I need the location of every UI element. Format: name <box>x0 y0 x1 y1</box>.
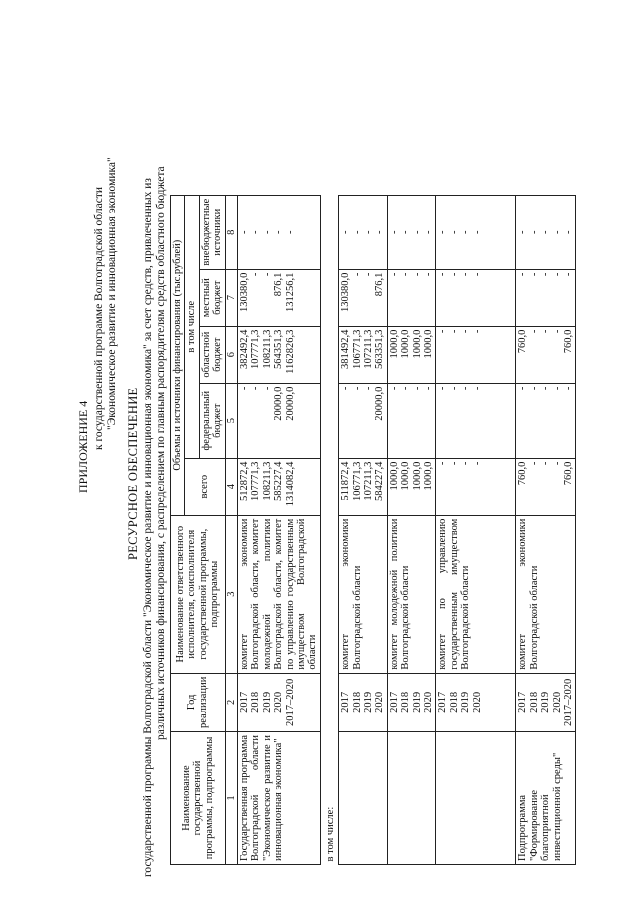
years-value: 2020 <box>273 691 285 713</box>
column-number: 6 <box>225 326 237 383</box>
extra-value: - <box>250 230 262 234</box>
local-value: 131256,1 <box>284 272 296 313</box>
column-number: 1 <box>225 732 237 865</box>
total-value: - <box>437 461 449 466</box>
years-value: 2018 <box>528 691 540 713</box>
years-value: 2018 <box>448 691 460 713</box>
years-value: 2017 <box>517 691 529 713</box>
extra-value: - <box>374 230 386 234</box>
local-value: - <box>562 272 574 277</box>
local-cell <box>387 269 436 326</box>
regional-value: - <box>471 329 483 334</box>
federal-value: - <box>411 386 423 391</box>
regional-value: - <box>437 329 449 334</box>
federal-value: - <box>340 386 352 391</box>
local-value: - <box>437 272 449 277</box>
document-title: РЕСУРСНОЕ ОБЕСПЕЧЕНИЕ <box>126 387 140 560</box>
local-value: 876,1 <box>273 272 285 297</box>
regional-cell <box>339 326 388 383</box>
years-cell <box>238 673 321 731</box>
total-value: 511872,4 <box>340 461 352 501</box>
regional-cell <box>436 326 516 383</box>
extra-value: - <box>562 230 574 234</box>
local-value: - <box>400 272 412 277</box>
years-value: 2017 <box>340 691 352 713</box>
years-value: 2017 <box>437 691 449 713</box>
regional-value: 760,0 <box>517 329 529 354</box>
appendix-reference-line-2: "Экономическое развитие и инновационная экономика" <box>106 157 118 430</box>
column-number: 7 <box>225 269 237 326</box>
extra-value: - <box>363 230 375 234</box>
total-value: 1314082,4 <box>284 461 296 507</box>
federal-cell <box>238 383 321 458</box>
local-value: - <box>351 272 363 277</box>
federal-value: - <box>400 386 412 391</box>
extra-value: - <box>540 230 552 234</box>
total-value: 1000,0 <box>388 461 400 491</box>
total-cell <box>339 458 388 515</box>
local-value: - <box>551 272 563 277</box>
local-value: 130380,0 <box>239 272 251 313</box>
extra-value: - <box>517 230 529 234</box>
total-value: - <box>528 461 540 466</box>
extra-value: - <box>437 230 449 234</box>
column-number: 2 <box>225 673 237 731</box>
federal-value: - <box>448 386 460 391</box>
header-local: местный бюджет <box>199 269 225 326</box>
federal-cell <box>339 383 388 458</box>
total-value: - <box>540 461 552 466</box>
extra-value: - <box>340 230 352 234</box>
local-value: - <box>388 272 400 277</box>
extra-cell <box>516 195 576 269</box>
regional-value: 1000,0 <box>400 329 412 359</box>
header-program-name: Наименование государственной программы, подпрограммы <box>171 732 226 865</box>
executor-cell: комитет экономики Волгоградской области <box>339 515 388 673</box>
federal-value: - <box>517 386 529 391</box>
total-cell <box>436 458 516 515</box>
years-value: 2019 <box>411 691 423 713</box>
document-subtitle-line-1: государственной программы Волгоградской области "Экономическое развитие и инновационная экономика" за счет средств, привлеченных из <box>142 178 154 877</box>
local-value: 130380,0 <box>340 272 352 313</box>
regional-value: - <box>528 329 540 334</box>
local-value: - <box>261 272 273 277</box>
extra-value: - <box>471 230 483 234</box>
years-value: 2017 <box>239 691 251 713</box>
extra-value: - <box>448 230 460 234</box>
federal-value: - <box>250 386 262 391</box>
extra-cell <box>436 195 516 269</box>
extra-cell <box>387 195 436 269</box>
federal-value: - <box>239 386 251 391</box>
regional-value: 1000,0 <box>423 329 435 359</box>
total-value: 107211,3 <box>363 461 375 501</box>
column-number: 5 <box>225 383 237 458</box>
extra-value: - <box>400 230 412 234</box>
extra-value: - <box>273 230 285 234</box>
local-value: - <box>528 272 540 277</box>
extra-value: - <box>284 230 296 234</box>
federal-value: 20000,0 <box>284 386 296 421</box>
extra-cell <box>238 195 321 269</box>
total-value: 585227,4 <box>273 461 285 502</box>
federal-value: - <box>562 386 574 391</box>
header-extrabudget: внебюджетные источники <box>199 195 225 269</box>
local-value: - <box>448 272 460 277</box>
years-cell <box>339 673 388 731</box>
years-value: 2020 <box>551 691 563 713</box>
years-value: 2018 <box>400 691 412 713</box>
table-row <box>436 195 516 864</box>
regional-value: 107211,3 <box>363 329 375 369</box>
local-value: - <box>517 272 529 277</box>
appendix-reference-line-1: к государственной программе Волгоградской области <box>93 187 105 450</box>
years-cell <box>387 673 436 731</box>
program-name-cell: Государственная программа Волгоградской области "Экономическое развитие и инновационная экономика" <box>238 732 321 865</box>
regional-value: - <box>540 329 552 334</box>
regional-value: - <box>551 329 563 334</box>
extra-value: - <box>551 230 563 234</box>
column-number: 3 <box>225 515 237 673</box>
years-value: 2020 <box>471 691 483 713</box>
program-name-cell <box>436 732 516 865</box>
executor-cell: комитет по управлению государственным имуществом Волгоградской области <box>436 515 516 673</box>
subheading-label: в том числе: <box>324 806 336 862</box>
total-cell <box>238 458 321 515</box>
total-value: 1000,0 <box>423 461 435 491</box>
header-including: в том числе <box>185 195 199 458</box>
total-value: - <box>551 461 563 466</box>
total-value: 1000,0 <box>400 461 412 491</box>
extra-value: - <box>388 230 400 234</box>
extra-value: - <box>423 230 435 234</box>
total-value: 106771,3 <box>351 461 363 502</box>
executor-cell: комитет экономики Волгоградской области <box>516 515 576 673</box>
table-row <box>387 195 436 864</box>
total-value: 584227,4 <box>374 461 386 502</box>
total-value: - <box>460 461 472 466</box>
total-value: - <box>471 461 483 466</box>
program-name-cell <box>339 732 388 865</box>
regional-value: 1162826,3 <box>284 329 296 374</box>
federal-cell <box>387 383 436 458</box>
local-value: - <box>411 272 423 277</box>
extra-value: - <box>460 230 472 234</box>
federal-value: - <box>363 386 375 391</box>
years-cell <box>516 673 576 731</box>
header-regional: областной бюджет <box>199 326 225 383</box>
local-cell <box>436 269 516 326</box>
local-value: - <box>540 272 552 277</box>
federal-value: - <box>460 386 472 391</box>
table-row <box>238 195 321 864</box>
regional-cell <box>238 326 321 383</box>
local-cell <box>238 269 321 326</box>
table-row <box>516 195 576 864</box>
years-value: 2019 <box>460 691 472 713</box>
federal-value: - <box>540 386 552 391</box>
executor-cell: комитет экономики Волгоградской области, комитет молодежной политики Волгоградской области, комитет по управлению государственным имуществом Волгоградской области <box>238 515 321 673</box>
column-number: 8 <box>225 195 237 269</box>
total-value: 760,0 <box>562 461 574 486</box>
table-row <box>339 195 388 864</box>
federal-value: 20000,0 <box>374 386 386 421</box>
years-value: 2019 <box>261 691 273 713</box>
extra-value: - <box>239 230 251 234</box>
program-name-cell: Подпрограмма "Формирование благоприятной инвестиционной среды" <box>516 732 576 865</box>
extra-cell <box>339 195 388 269</box>
federal-value: - <box>351 386 363 391</box>
federal-value: - <box>388 386 400 391</box>
regional-cell <box>516 326 576 383</box>
total-value: 1000,0 <box>411 461 423 491</box>
regional-cell <box>387 326 436 383</box>
local-value: - <box>460 272 472 277</box>
header-executor: Наименование ответственного исполнителя, соисполнителя государственной программы, подпрограммы <box>171 515 226 673</box>
federal-value: - <box>261 386 273 391</box>
regional-value: - <box>448 329 460 334</box>
years-cell <box>436 673 516 731</box>
federal-value: - <box>551 386 563 391</box>
years-value: 2020 <box>423 691 435 713</box>
extra-value: - <box>411 230 423 234</box>
local-value: - <box>471 272 483 277</box>
regional-value: 107771,3 <box>250 329 262 370</box>
appendix-number: ПРИЛОЖЕНИЕ 4 <box>76 400 90 493</box>
regional-value: 1000,0 <box>388 329 400 359</box>
table-body <box>238 195 576 864</box>
header-funding: Объемы и источники финансирования (тыс.рублей) <box>171 195 185 515</box>
total-value: - <box>448 461 460 466</box>
column-number: 4 <box>225 458 237 515</box>
total-cell <box>516 458 576 515</box>
years-value: 2018 <box>250 691 262 713</box>
years-value: 2019 <box>540 691 552 713</box>
regional-value: 1000,0 <box>411 329 423 359</box>
federal-value: 20000,0 <box>273 386 285 421</box>
years-value: 2017–2020 <box>562 678 574 726</box>
total-value: 512872,4 <box>239 461 251 502</box>
extra-value: - <box>261 230 273 234</box>
federal-value: - <box>423 386 435 391</box>
total-value: 108211,3 <box>261 461 273 501</box>
federal-value: - <box>437 386 449 391</box>
local-value: - <box>423 272 435 277</box>
document-subtitle-line-2: различных источников финансирования, с распределением по главным распорядителям средств областного бюджета <box>155 166 167 740</box>
regional-value: 760,0 <box>562 329 574 354</box>
regional-value: 106771,3 <box>351 329 363 370</box>
years-value: 2017–2020 <box>284 678 296 726</box>
years-value: 2017 <box>388 691 400 713</box>
regional-value: 382492,4 <box>239 329 251 370</box>
federal-value: - <box>528 386 540 391</box>
total-value: 760,0 <box>517 461 529 486</box>
header-total: всего <box>185 458 225 515</box>
total-cell <box>387 458 436 515</box>
program-name-cell <box>387 732 436 865</box>
regional-value: 108211,3 <box>261 329 273 369</box>
years-value: 2019 <box>363 691 375 713</box>
local-value: - <box>250 272 262 277</box>
regional-value: 564351,3 <box>273 329 285 370</box>
local-value: - <box>363 272 375 277</box>
subheading-row <box>320 195 338 864</box>
resource-table <box>170 195 576 865</box>
total-value: 107771,3 <box>250 461 262 502</box>
local-value: 876,1 <box>374 272 386 297</box>
local-cell <box>339 269 388 326</box>
federal-cell <box>436 383 516 458</box>
extra-value: - <box>351 230 363 234</box>
regional-value: 563351,3 <box>374 329 386 370</box>
years-value: 2018 <box>351 691 363 713</box>
header-year: Год реализации <box>171 673 226 731</box>
local-cell <box>516 269 576 326</box>
regional-value: 381492,4 <box>340 329 352 370</box>
federal-value: - <box>471 386 483 391</box>
years-value: 2020 <box>374 691 386 713</box>
regional-value: - <box>460 329 472 334</box>
executor-cell: комитет молодежной политики Волгоградской области <box>387 515 436 673</box>
header-federal: федеральный бюджет <box>199 383 225 458</box>
extra-value: - <box>528 230 540 234</box>
federal-cell <box>516 383 576 458</box>
